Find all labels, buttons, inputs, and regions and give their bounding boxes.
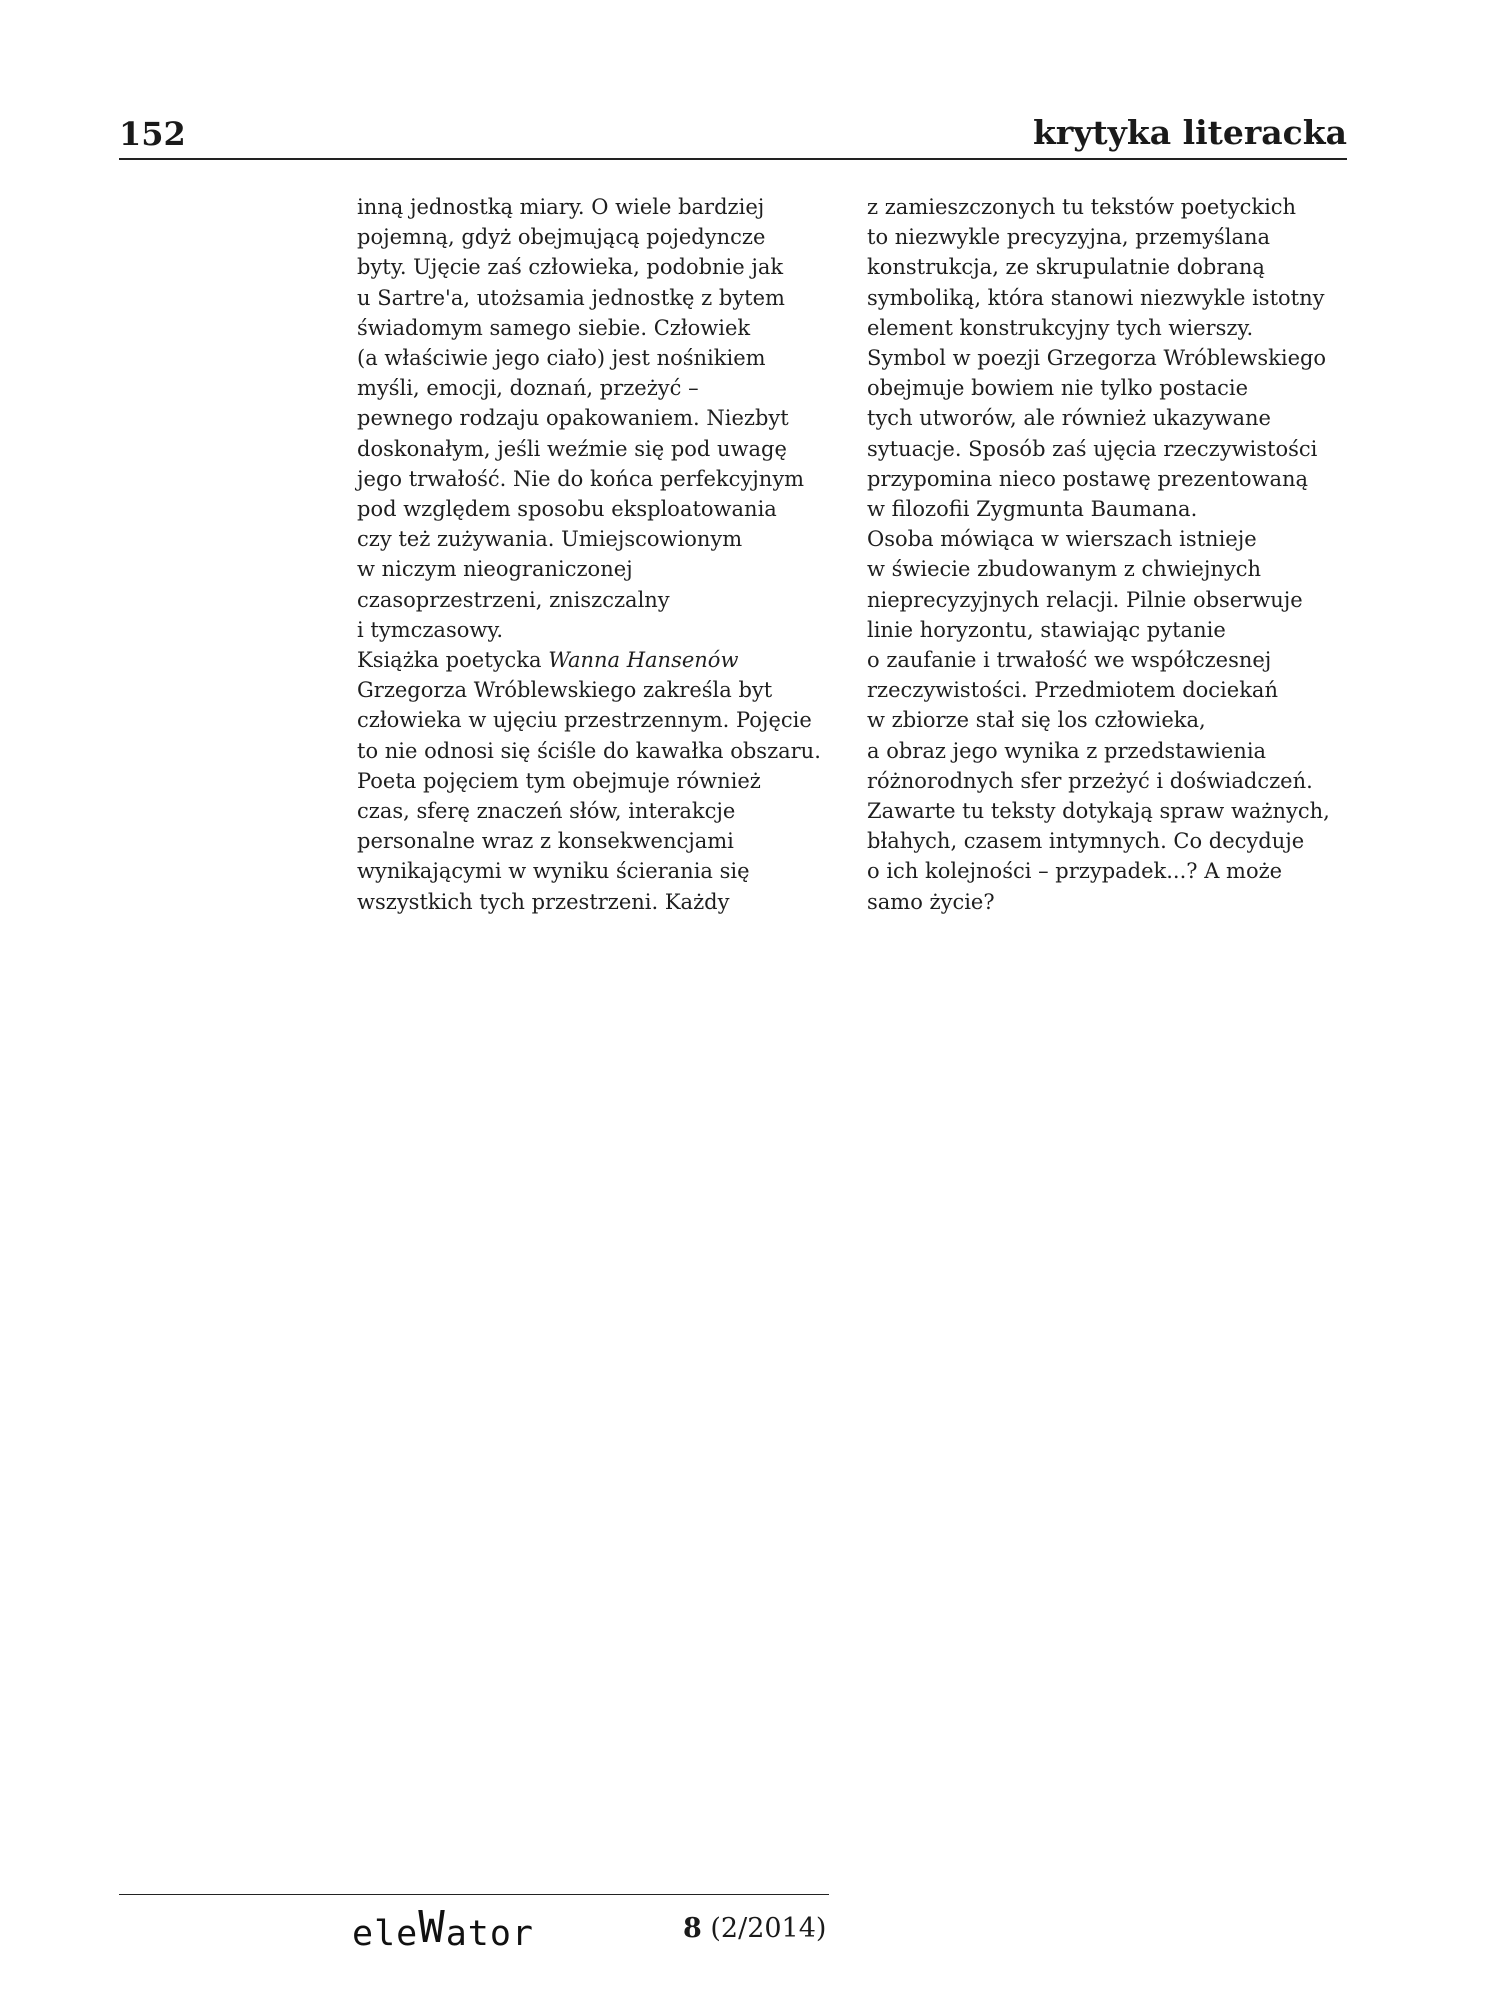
- logo-part: ator: [445, 1914, 535, 1954]
- text-line: to nie odnosi się ściśle do kawałka obszaru.: [357, 738, 821, 763]
- text-line: myśli, emocji, doznań, przeżyć –: [357, 376, 699, 401]
- text-line: personalne wraz z konsekwencjami: [357, 829, 734, 854]
- footer-rule: [119, 1894, 829, 1895]
- text-line: różnorodnych sfer przeżyć i doświadczeń.: [867, 768, 1313, 793]
- text-line: przypomina nieco postawę prezentowaną: [867, 466, 1309, 491]
- text-line: tych utworów, ale również ukazywane: [867, 406, 1271, 431]
- issue-detail: (2/2014): [710, 1913, 827, 1944]
- text-line: Osoba mówiąca w wierszach istnieje: [867, 527, 1257, 552]
- issue-number: 8: [683, 1913, 702, 1944]
- text-line: doskonałym, jeśli weźmie się pod uwagę: [357, 436, 787, 461]
- text-line: Symbol w poezji Grzegorza Wróblewskiego: [867, 346, 1327, 371]
- text-line: wszystkich tych przestrzeni. Każdy: [357, 889, 730, 914]
- text-line: (a właściwie jego ciało) jest nośnikiem: [357, 346, 766, 371]
- text-line: wynikającymi w wyniku ścierania się: [357, 859, 750, 884]
- text-line: błahych, czasem intymnych. Co decyduje: [867, 829, 1305, 854]
- text-line: z zamieszczonych tu tekstów poetyckich: [867, 195, 1297, 219]
- text-line: nieprecyzyjnych relacji. Pilnie obserwuje: [867, 587, 1303, 612]
- text-line: Grzegorza Wróblewskiego zakreśla byt: [357, 678, 773, 703]
- text-line: człowieka w ujęciu przestrzennym. Pojęcie: [357, 708, 812, 733]
- text-line: konstrukcja, ze skrupulatnie dobraną: [867, 255, 1265, 280]
- text-line: inną jednostką miary. O wiele bardziej: [357, 195, 765, 219]
- text-line: pod względem sposobu eksploatowania: [357, 497, 777, 522]
- text-line: linie horyzontu, stawiając pytanie: [867, 617, 1226, 642]
- page-number: 152: [119, 115, 186, 153]
- text-line: rzeczywistości. Przedmiotem dociekań: [867, 678, 1278, 703]
- text-fragment: Książka poetycka: [357, 648, 549, 673]
- text-line: obejmuje bowiem nie tylko postacie: [867, 376, 1249, 401]
- text-line: w zbiorze stał się los człowieka,: [867, 708, 1206, 733]
- logo-part: W: [418, 1902, 446, 1953]
- magazine-logo: [352, 1902, 535, 1956]
- logo-part: ele: [352, 1914, 419, 1954]
- text-line: to niezwykle precyzyjna, przemyślana: [867, 225, 1271, 250]
- text-line: u Sartre'a, utożsamia jednostkę z bytem: [357, 285, 785, 310]
- text-line: w świecie zbudowanym z chwiejnych: [867, 557, 1262, 582]
- text-line-with-title: [357, 645, 827, 675]
- text-line: pewnego rodzaju opakowaniem. Niezbyt: [357, 406, 789, 431]
- issue-label: [683, 1911, 826, 1947]
- right-column: [867, 192, 1347, 917]
- book-title: Wanna Hansenów: [548, 648, 739, 673]
- text-line: symboliką, która stanowi niezwykle istotny: [867, 285, 1325, 310]
- text-line: i tymczasowy.: [357, 617, 504, 642]
- text-line: czas, sferę znaczeń słów, interakcje: [357, 799, 736, 824]
- text-line: świadomym samego siebie. Człowiek: [357, 315, 751, 340]
- text-line: o ich kolejności – przypadek...? A może: [867, 859, 1283, 884]
- text-line: czy też zużywania. Umiejscowionym: [357, 527, 743, 552]
- text-line: element konstrukcyjny tych wierszy.: [867, 315, 1254, 340]
- text-line: jego trwałość. Nie do końca perfekcyjnym: [357, 466, 805, 491]
- text-line: w filozofii Zygmunta Baumana.: [867, 497, 1198, 522]
- text-line: w niczym nieograniczonej: [357, 557, 633, 582]
- text-line: sytuacje. Sposób zaś ujęcia rzeczywistości: [867, 436, 1318, 461]
- text-line: samo życie?: [867, 889, 995, 914]
- text-line: pojemną, gdyż obejmującą pojedyncze: [357, 225, 766, 250]
- text-line: a obraz jego wynika z przedstawienia: [867, 738, 1267, 763]
- left-column: [357, 192, 827, 917]
- text-line: Poeta pojęciem tym obejmuje również: [357, 768, 761, 793]
- text-line: Zawarte tu teksty dotykają spraw ważnych,: [867, 799, 1330, 824]
- text-line: czasoprzestrzeni, zniszczalny: [357, 587, 670, 612]
- page-header: [119, 108, 1347, 160]
- text-line: byty. Ujęcie zaś człowieka, podobnie jak: [357, 255, 784, 280]
- section-title: krytyka literacka: [1033, 113, 1347, 152]
- text-line: o zaufanie i trwałość we współczesnej: [867, 648, 1272, 673]
